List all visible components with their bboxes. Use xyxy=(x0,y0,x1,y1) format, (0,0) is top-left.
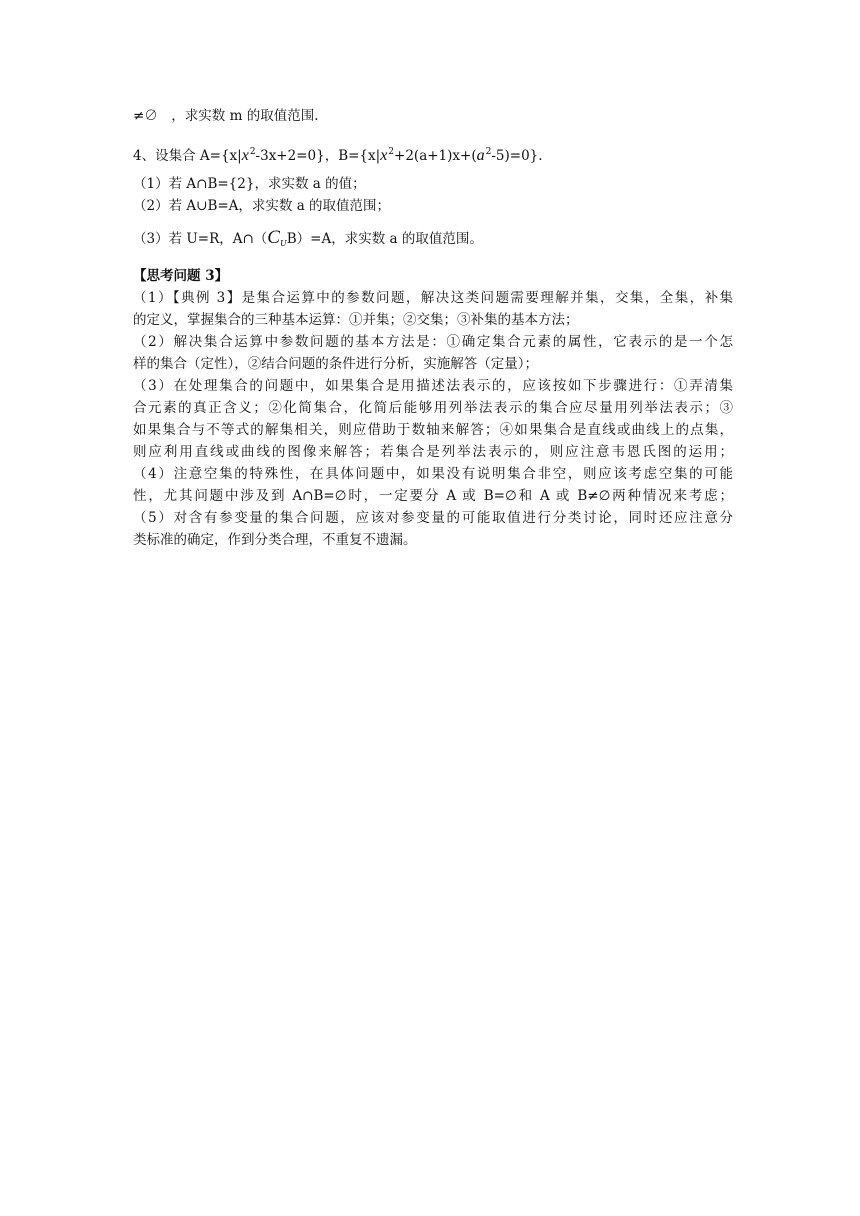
q4-a-var: x xyxy=(241,147,249,164)
q4-part3-prefix: （3）若 U=R，A∩（ xyxy=(133,231,268,247)
q4-intro: 4、设集合 A={x| xyxy=(133,148,242,164)
think-line-9: （4）注意空集的特殊性，在具体问题中，如果没有说明集合非空，则应该考虑空集的可能 xyxy=(133,466,733,482)
think-line-11: （5）对含有参变量的集合问题，应该对参变量的可能取值进行分类讨论，同时还应注意分 xyxy=(133,510,733,526)
think-line-1: （1）【典例 3】是集合运算中的参数问题，解决这类问题需要理解并集，交集，全集，补集 xyxy=(133,290,733,306)
q4-part3-suffix: B）=A，求实数 a 的取值范围。 xyxy=(286,231,483,247)
think-line-5: （3）在处理集合的问题中，如果集合是用描述法表示的，应该按如下步骤进行：①弄清集 xyxy=(133,378,733,394)
think-line-10: 性，尤其问题中涉及到 A∩B=∅时，一定要分 A 或 B=∅和 A 或 B≠∅两种情况来考虑； xyxy=(133,488,733,504)
question-4-part-2: （2）若 A∪B=A，求实数 a 的取值范围； xyxy=(133,198,391,214)
q4-a-exp: 2 xyxy=(249,147,256,157)
q4-b-exp2: 2 xyxy=(485,147,492,157)
question-4-part-1: （1）若 A∩B={2}，求实数 a 的值； xyxy=(133,176,366,192)
q4-b-exp: 2 xyxy=(388,147,395,157)
complement-subscript: U xyxy=(279,239,287,248)
q4-b-var2: a xyxy=(476,147,485,164)
problem-fragment: ≠∅ ，求实数 m 的取值范围. xyxy=(133,108,319,124)
question-4-stem xyxy=(133,142,733,166)
think-line-6: 合元素的真正含义；②化简集合，化简后能够用列举法表示的集合应尽量用列举法表示；③ xyxy=(133,400,733,416)
think-line-12: 类标准的确定，作到分类合理，不重复不遗漏。 xyxy=(133,532,417,548)
think-line-3: （2）解决集合运算中参数问题的基本方法是：①确定集合元素的属性，它表示的是一个怎 xyxy=(133,334,733,350)
think-line-4: 样的集合（定性），②结合问题的条件进行分析，实施解答（定量）； xyxy=(133,356,538,372)
think-line-8: 则应利用直线或曲线的图像来解答；若集合是列举法表示的，则应注意韦恩氏图的运用； xyxy=(133,444,733,460)
q4-a-rest: -3x+2=0}，B={x| xyxy=(255,148,381,164)
q4-b-mid: +2(a+1)x+( xyxy=(394,148,477,164)
q4-b-end: -5)=0}. xyxy=(491,148,543,164)
section-heading: 【思考问题 3】 xyxy=(133,268,229,284)
question-4-part-3 xyxy=(133,228,733,254)
q4-b-var: x xyxy=(380,147,388,164)
think-line-2: 的定义，掌握集合的三种基本运算：①并集；②交集；③补集的基本方法； xyxy=(133,312,579,328)
think-line-7: 如果集合与不等式的解集相关，则应借助于数轴来解答；④如果集合是直线或曲线上的点集， xyxy=(133,422,733,438)
complement-symbol: C xyxy=(267,227,280,248)
